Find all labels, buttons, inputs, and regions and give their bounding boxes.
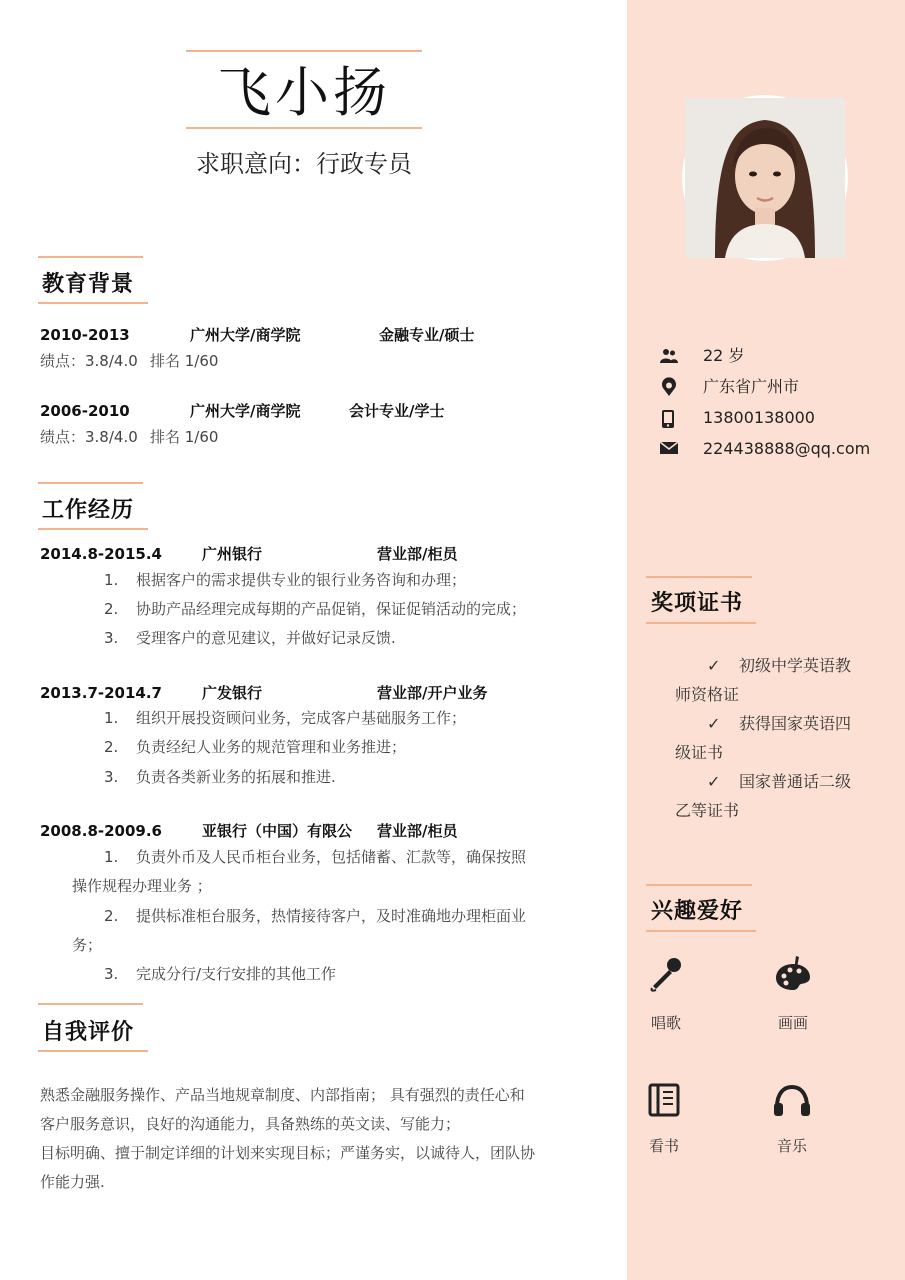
location-text: 广东省广州市 (703, 377, 800, 396)
job-duty (104, 628, 396, 648)
awards-bottom-rule (646, 622, 756, 624)
section-title-awards: 奖项证书 (651, 591, 744, 616)
hobbies-top-rule (646, 884, 752, 886)
location-pin-icon (660, 379, 678, 397)
hobby-music (757, 1083, 827, 1156)
edu-school: 广州大学/商学院 (190, 402, 301, 420)
job-company: 广发银行 (202, 684, 263, 702)
job-period: 2013.7-2014.7 (40, 684, 162, 702)
duty-text: 组织开展投资顾问业务，完成客户基础服务工作； (136, 709, 467, 727)
duty-text: 负责外币及人民币柜台业务，包括储蓄、汇款等，确保按照 (136, 848, 527, 866)
duty-number: 3. (104, 629, 119, 647)
duty-number: 2. (104, 600, 119, 618)
edu-period: 2010-2013 (40, 326, 130, 344)
duty-number: 1. (104, 571, 119, 589)
envelope-icon (660, 441, 678, 455)
hobby-singing (631, 956, 701, 1033)
job-duty-continued: 务； (72, 936, 103, 954)
edu-school: 广州大学/商学院 (190, 326, 301, 344)
candidate-name: 飞小扬 (217, 61, 391, 124)
job-duty (104, 570, 466, 590)
work-bottom-rule (38, 528, 148, 530)
hobby-label: 音乐 (776, 1137, 807, 1155)
hobby-label: 看书 (648, 1137, 679, 1155)
duty-text: 提供标准柜台服务，热情接待客户，及时准确地办理柜面业 (136, 907, 527, 925)
email-text: 224438888@qq.com (703, 439, 871, 458)
self-eval-line: 目标明确、擅于制定详细的计划来实现目标；严谨务实，以诚待人，团队协 (40, 1144, 536, 1162)
self-eval-bottom-rule (38, 1050, 148, 1052)
portrait-image (685, 98, 845, 258)
job-period: 2008.8-2009.6 (40, 822, 162, 840)
section-title-self-eval: 自我评价 (42, 1020, 135, 1045)
self-eval-line: 作能力强. (40, 1173, 105, 1191)
job-duty (104, 599, 526, 619)
duty-text: 受理客户的意见建议，并做好记录反馈. (136, 629, 396, 647)
duty-text: 完成分行/支行安排的其他工作 (136, 965, 337, 983)
job-duty (104, 847, 526, 867)
check-icon: ✓ (707, 772, 721, 791)
hobby-reading (629, 1083, 699, 1156)
phone-icon (660, 410, 676, 428)
edu-rank: 排名 1/60 (150, 428, 219, 446)
check-icon: ✓ (707, 656, 721, 675)
award-text: 获得国家英语四 (739, 714, 852, 733)
duty-text: 负责经纪人业务的规范管理和业务推进； (136, 738, 407, 756)
awards-top-rule (646, 576, 752, 578)
edu-period: 2006-2010 (40, 402, 130, 420)
duty-number: 1. (104, 848, 119, 866)
education-bottom-rule (38, 302, 148, 304)
job-role: 营业部/柜员 (377, 545, 458, 563)
award-item (675, 651, 865, 680)
duty-number: 2. (104, 738, 119, 756)
duty-number: 1. (104, 709, 119, 727)
book-icon (647, 1083, 681, 1117)
job-duty (104, 708, 466, 728)
job-role: 营业部/柜员 (377, 822, 458, 840)
palette-icon (774, 956, 812, 992)
job-duty-continued: 操作规程办理业务 ； (72, 877, 212, 895)
job-duty (104, 737, 406, 757)
job-duty (104, 906, 526, 926)
age-text: 22 岁 (703, 346, 745, 365)
duty-text: 协助产品经理完成每期的产品促销，保证促销活动的完成； (136, 600, 527, 618)
award-item (675, 709, 865, 738)
job-duty (104, 767, 336, 787)
job-company: 广州银行 (202, 545, 263, 563)
self-eval-line: 客户服务意识，良好的沟通能力，具备熟练的英文读、写能力； (40, 1115, 461, 1133)
award-text-continued: 师资格证 (675, 685, 740, 704)
section-title-hobbies: 兴趣爱好 (651, 899, 744, 924)
phone-text: 13800138000 (703, 408, 815, 427)
job-role: 营业部/开户业务 (377, 684, 488, 702)
award-text-continued: 乙等证书 (675, 801, 740, 820)
job-company: 亚银行（中国）有限公 (202, 822, 353, 840)
edu-gpa: 绩点：3.8/4.0 (40, 352, 138, 370)
self-eval-top-rule (38, 1003, 143, 1005)
duty-number: 2. (104, 907, 119, 925)
edu-gpa: 绩点：3.8/4.0 (40, 428, 138, 446)
self-eval-line: 熟悉金融服务操作、产品当地规章制度、内部指南； 具有强烈的责任心和 (40, 1086, 525, 1104)
job-period: 2014.8-2015.4 (40, 545, 162, 563)
award-text: 初级中学英语教 (739, 656, 852, 675)
education-top-rule (38, 256, 143, 258)
self-eval-text (40, 1081, 560, 1197)
hobby-label: 画画 (777, 1014, 808, 1032)
avatar (682, 95, 848, 261)
check-icon: ✓ (707, 714, 721, 733)
section-title-work: 工作经历 (42, 498, 135, 523)
edu-rank: 排名 1/60 (150, 352, 219, 370)
job-intent: 求职意向：行政专员 (196, 150, 412, 178)
award-text-continued: 级证书 (675, 743, 724, 762)
hobbies-bottom-rule (646, 930, 756, 932)
duty-text: 根据客户的需求提供专业的银行业务咨询和办理； (136, 571, 467, 589)
duty-number: 3. (104, 768, 119, 786)
hobby-label: 唱歌 (650, 1014, 681, 1032)
people-icon (660, 348, 678, 364)
award-item (675, 767, 865, 796)
work-top-rule (38, 482, 143, 484)
award-text: 国家普通话二级 (739, 772, 852, 791)
name-top-rule (186, 50, 422, 52)
section-title-education: 教育背景 (42, 272, 135, 297)
name-bottom-rule (186, 127, 422, 129)
edu-major: 金融专业/硕士 (379, 326, 475, 344)
job-duty (104, 964, 336, 984)
headphones-icon (772, 1083, 812, 1117)
edu-major: 会计专业/学士 (349, 402, 445, 420)
duty-text: 负责各类新业务的拓展和推进. (136, 768, 336, 786)
awards-list (675, 651, 865, 820)
duty-number: 3. (104, 965, 119, 983)
microphone-icon (648, 956, 684, 992)
hobby-painting (758, 956, 828, 1033)
